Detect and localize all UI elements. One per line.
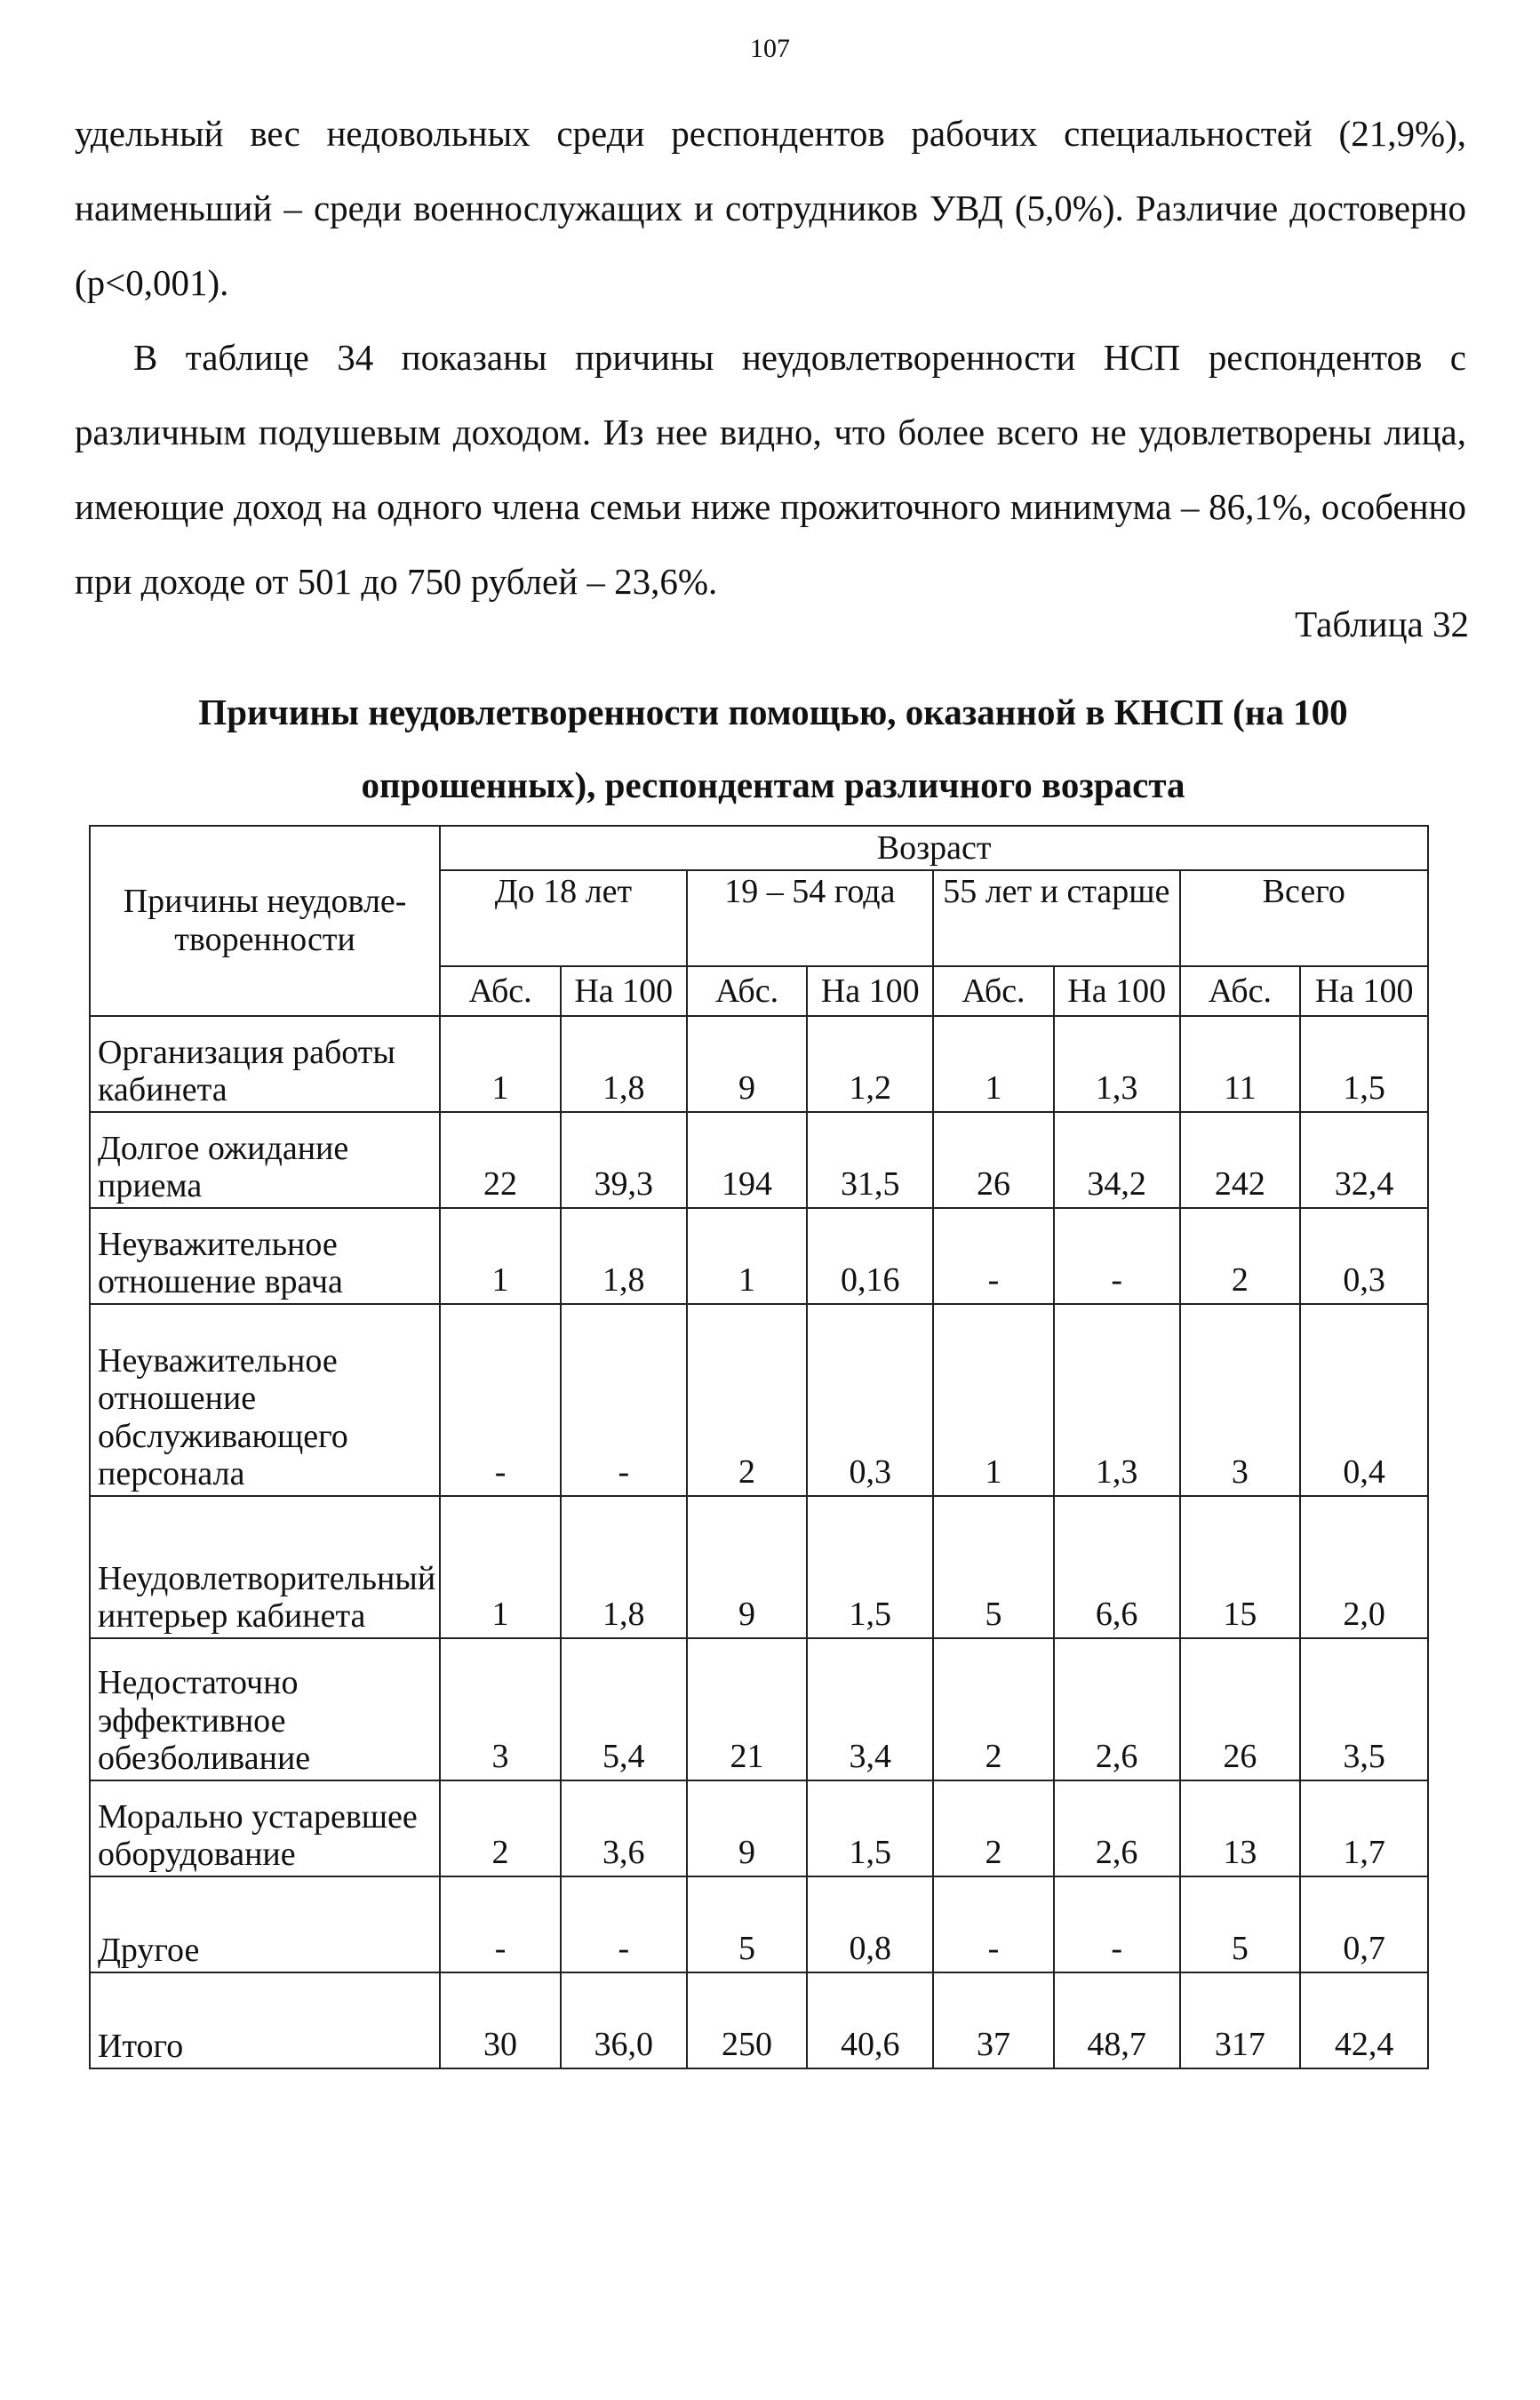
header-age-group-total: Всего	[1180, 870, 1428, 966]
subheader-abs: Абс.	[440, 966, 561, 1016]
paragraph-2: В таблице 34 показаны причины неудовлетворенности НСП респондентов с различным подушевым доходом. Из нее видно, что более всего не удовлетворены лица, имеющие доход на одного члена семьи ниже прожиточного минимума – 86,1%, особенно при доходе от 501 до 750 рублей – 23,6%.	[75, 337, 1466, 602]
value-cell: 22	[440, 1112, 561, 1208]
value-cell: 32,4	[1300, 1112, 1428, 1208]
value-cell: 5,4	[561, 1638, 687, 1780]
value-cell: 42,4	[1300, 1972, 1428, 2068]
table-row	[90, 1208, 1428, 1304]
value-cell: -	[1054, 1208, 1180, 1304]
value-cell: 3	[440, 1638, 561, 1780]
value-cell: 0,3	[807, 1304, 933, 1496]
value-cell: 317	[1180, 1972, 1301, 2068]
reason-cell: Другое	[90, 1876, 440, 1972]
value-cell: 1,8	[561, 1496, 687, 1638]
header-age: Возраст	[440, 826, 1428, 870]
value-cell: -	[561, 1876, 687, 1972]
value-cell: 0,4	[1300, 1304, 1428, 1496]
subheader-abs: Абс.	[933, 966, 1054, 1016]
value-cell: 2,6	[1054, 1780, 1180, 1876]
table-row	[90, 1016, 1428, 1112]
value-cell: 1	[933, 1016, 1054, 1112]
value-cell: 1,3	[1054, 1016, 1180, 1112]
value-cell: 3,6	[561, 1780, 687, 1876]
value-cell: 34,2	[1054, 1112, 1180, 1208]
value-cell: 13	[1180, 1780, 1301, 1876]
value-cell: 2	[933, 1780, 1054, 1876]
value-cell: 1	[440, 1496, 561, 1638]
table-row	[90, 1304, 1428, 1496]
value-cell: 0,8	[807, 1876, 933, 1972]
header-age-group-1: До 18 лет	[440, 870, 686, 966]
reason-cell: Долгое ожидание приема	[90, 1112, 440, 1208]
value-cell: 1	[440, 1208, 561, 1304]
value-cell: 11	[1180, 1016, 1301, 1112]
value-cell: -	[933, 1208, 1054, 1304]
value-cell: -	[561, 1304, 687, 1496]
value-cell: 1,5	[807, 1496, 933, 1638]
value-cell: 26	[1180, 1638, 1301, 1780]
value-cell: 6,6	[1054, 1496, 1180, 1638]
value-cell: 31,5	[807, 1112, 933, 1208]
value-cell: -	[440, 1304, 561, 1496]
value-cell: 5	[933, 1496, 1054, 1638]
table-title-line-1: Причины неудовлетворенности помощью, оказанной в КНСП (на 100	[198, 692, 1348, 732]
table-title-line-2: опрошенных), респондентам различного возраста	[361, 764, 1185, 805]
value-cell: 1,8	[561, 1208, 687, 1304]
reason-cell: Организация работы кабинета	[90, 1016, 440, 1112]
value-cell: 3	[1180, 1304, 1301, 1496]
value-cell: 2	[1180, 1208, 1301, 1304]
value-cell: 36,0	[561, 1972, 687, 2068]
value-cell: 26	[933, 1112, 1054, 1208]
table-label: Таблица 32	[1295, 604, 1469, 644]
value-cell: 9	[687, 1016, 808, 1112]
value-cell: 1,2	[807, 1016, 933, 1112]
subheader-per-100: На 100	[1054, 966, 1180, 1016]
value-cell: 1,5	[807, 1780, 933, 1876]
table-row	[90, 1780, 1428, 1876]
table-row	[90, 1876, 1428, 1972]
value-cell: 3,4	[807, 1638, 933, 1780]
reason-cell: Неуважительное отношение обслуживающего персонала	[90, 1304, 440, 1496]
table-row	[90, 1638, 1428, 1780]
value-cell: -	[933, 1876, 1054, 1972]
value-cell: 15	[1180, 1496, 1301, 1638]
header-reasons: Причины неудовле-творенности	[90, 826, 440, 1016]
value-cell: 194	[687, 1112, 808, 1208]
reason-cell: Итого	[90, 1972, 440, 2068]
table-row	[90, 1112, 1428, 1208]
table-row	[90, 1972, 1428, 2068]
value-cell: 5	[1180, 1876, 1301, 1972]
value-cell: 9	[687, 1496, 808, 1638]
header-age-group-2: 19 – 54 года	[687, 870, 933, 966]
value-cell: -	[1054, 1876, 1180, 1972]
reason-cell: Неуважительное отношение врача	[90, 1208, 440, 1304]
page-number: 107	[750, 34, 790, 63]
value-cell: 0,16	[807, 1208, 933, 1304]
subheader-abs: Абс.	[687, 966, 808, 1016]
paragraph-1: удельный вес недовольных среди респондентов рабочих специальностей (21,9%), наименьший – среди военнослужащих и сотрудников УВД (5,0%). Различие достоверно (р<0,001).	[75, 113, 1466, 303]
value-cell: 21	[687, 1638, 808, 1780]
value-cell: 2	[687, 1304, 808, 1496]
value-cell: 1,8	[561, 1016, 687, 1112]
value-cell: 30	[440, 1972, 561, 2068]
value-cell: 0,3	[1300, 1208, 1428, 1304]
reason-cell: Недостаточно эффективное обезболивание	[90, 1638, 440, 1780]
value-cell: 1	[440, 1016, 561, 1112]
table-body	[90, 1016, 1428, 2068]
subheader-per-100: На 100	[561, 966, 687, 1016]
value-cell: 37	[933, 1972, 1054, 2068]
header-age-group-3: 55 лет и старше	[933, 870, 1179, 966]
table-title	[107, 676, 1440, 821]
value-cell: 250	[687, 1972, 808, 2068]
value-cell: 40,6	[807, 1972, 933, 2068]
subheader-per-100: На 100	[807, 966, 933, 1016]
value-cell: 9	[687, 1780, 808, 1876]
value-cell: 1	[933, 1304, 1054, 1496]
value-cell: 2	[440, 1780, 561, 1876]
reason-cell: Неудовлетворительный интерьер кабинета	[90, 1496, 440, 1638]
subheader-abs: Абс.	[1180, 966, 1301, 1016]
value-cell: 39,3	[561, 1112, 687, 1208]
reason-cell: Морально устаревшее оборудование	[90, 1780, 440, 1876]
value-cell: 48,7	[1054, 1972, 1180, 2068]
value-cell: 0,7	[1300, 1876, 1428, 1972]
body-text	[75, 96, 1466, 619]
value-cell: 1,7	[1300, 1780, 1428, 1876]
value-cell: 3,5	[1300, 1638, 1428, 1780]
value-cell: 1,3	[1054, 1304, 1180, 1496]
value-cell: 1	[687, 1208, 808, 1304]
value-cell: 5	[687, 1876, 808, 1972]
value-cell: 242	[1180, 1112, 1301, 1208]
data-table	[89, 825, 1429, 2069]
value-cell: 1,5	[1300, 1016, 1428, 1112]
value-cell: 2	[933, 1638, 1054, 1780]
value-cell: 2,0	[1300, 1496, 1428, 1638]
value-cell: -	[440, 1876, 561, 1972]
subheader-per-100: На 100	[1300, 966, 1428, 1016]
table-row	[90, 1496, 1428, 1638]
value-cell: 2,6	[1054, 1638, 1180, 1780]
